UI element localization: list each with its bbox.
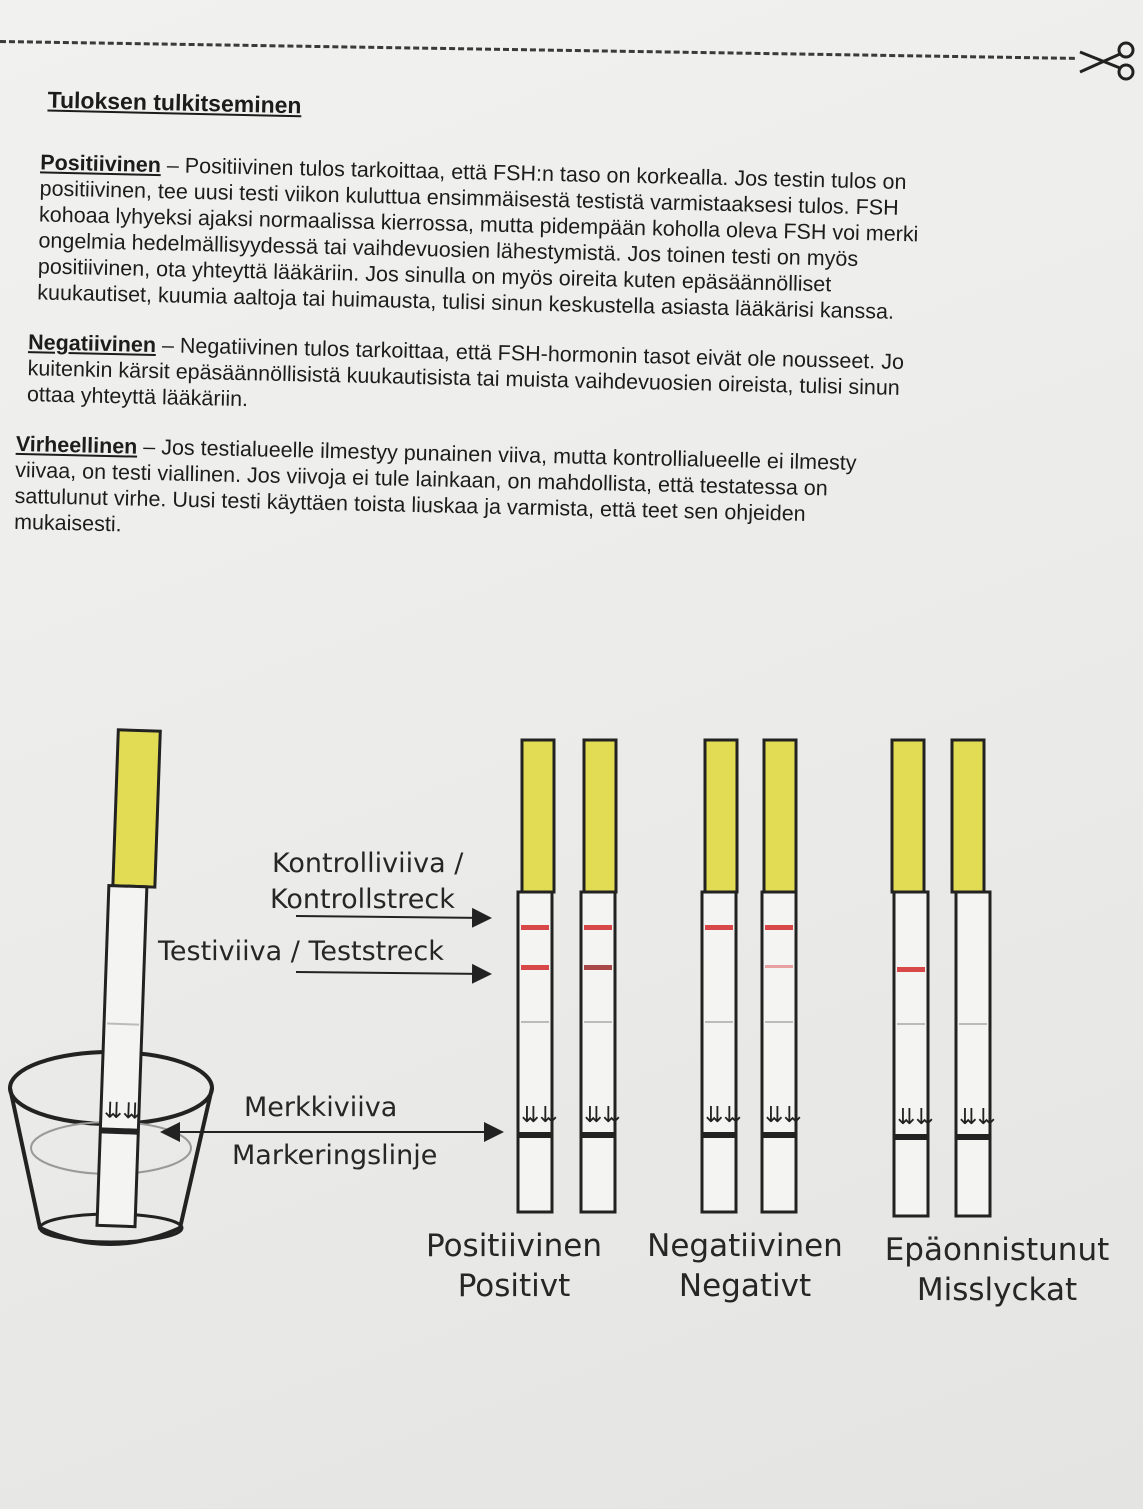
positive-text: – Positiivinen tulos tarkoittaa, että FSH:n taso on korkealla. Jos testin tulos on positiivinen, tee uusi testi viikon kuluttua ensimmäisestä testistä varmistaaksesi tulos. FSH kohoaa lyhyeksi ajaksi normaalissa kierrossa, mutta pidempään koholla oleva FSH voi merki ongelmia hedelmällisyydessä tai vaihdevuosien lähestymistä. Jos toinen testi on myös positiivinen, ota yhteyttä lääkäriin. Jos sinulla on myös oireita kuten epäsäännölliset kuukautiset, kuumia aaltoja tai huimausta, tulisi sinun keskustella asiasta lääkärisi kanssa.	[37, 153, 919, 324]
marker-label-2: Markeringslinje	[232, 1140, 438, 1171]
positive-paragraph	[37, 149, 1141, 330]
svg-text:⇊⇊: ⇊⇊	[959, 1105, 996, 1130]
control-arrow	[296, 916, 488, 918]
caption-negative	[640, 1226, 850, 1306]
dip-strip	[97, 730, 160, 1227]
caption-invalid	[874, 1230, 1120, 1310]
negative-text: – Negatiivinen tulos tarkoittaa, että FSH-hormonin tasot eivät ole nousseet. Jo kuitenkin kärsit epäsäännöllisistä kuukautisista tai muista vaihdevuosien oireista, tulisi sinun ottaa yhteyttä lääkäriin.	[26, 333, 905, 412]
scissors-icon	[1078, 40, 1138, 84]
strip-invalid-1	[892, 740, 934, 1216]
svg-text:⇊⇊: ⇊⇊	[521, 1103, 558, 1128]
control-line-label-1: Kontrolliviiva /	[272, 848, 464, 879]
strip-invalid-2	[952, 740, 996, 1216]
svg-text:⇊⇊: ⇊⇊	[897, 1105, 934, 1130]
invalid-term: Virheellinen	[15, 431, 138, 459]
positive-term: Positiivinen	[39, 150, 162, 178]
control-line-label-2: Kontrollstreck	[270, 884, 455, 915]
strip-positive-1	[518, 740, 558, 1212]
caption-positive-sv: Positivt	[457, 1268, 571, 1304]
strip-positive-2	[581, 740, 621, 1212]
test-arrow	[296, 972, 488, 974]
negative-term: Negatiivinen	[27, 330, 157, 358]
caption-negative-sv: Negativt	[678, 1268, 812, 1304]
svg-text:⇊⇊: ⇊⇊	[103, 1098, 142, 1125]
strip-negative-2	[762, 740, 802, 1212]
svg-text:⇊⇊: ⇊⇊	[765, 1103, 802, 1128]
marker-label-1: Merkkiviiva	[244, 1092, 398, 1123]
test-line-label: Testiviiva / Teststreck	[158, 936, 444, 967]
caption-negative-fi: Negatiivinen	[647, 1228, 843, 1264]
invalid-paragraph	[14, 431, 1135, 560]
section-heading: Tuloksen tulkitseminen	[47, 86, 302, 119]
svg-text:⇊⇊: ⇊⇊	[584, 1103, 621, 1128]
caption-invalid-fi: Epäonnistunut	[884, 1232, 1110, 1268]
invalid-text: – Jos testialueelle ilmestyy punainen viiva, mutta kontrollialueelle ei ilmesty viivaa, on testi viallinen. Jos viivoja ei tule lainkaan, on mahdollista, että testatessa on sattulunut virhe. Uusi testi käyttäen toista liuskaa ja varmista, että teet sen ohjeiden mukaisesti.	[13, 434, 857, 537]
caption-invalid-sv: Misslyckat	[916, 1272, 1078, 1308]
svg-text:⇊⇊: ⇊⇊	[705, 1103, 742, 1128]
negative-paragraph	[27, 329, 1137, 432]
caption-positive-fi: Positiivinen	[425, 1228, 603, 1264]
caption-positive	[414, 1226, 614, 1306]
strip-negative-1	[702, 740, 742, 1212]
cut-dashed-line	[0, 40, 1075, 60]
instructions-text	[13, 86, 1142, 584]
